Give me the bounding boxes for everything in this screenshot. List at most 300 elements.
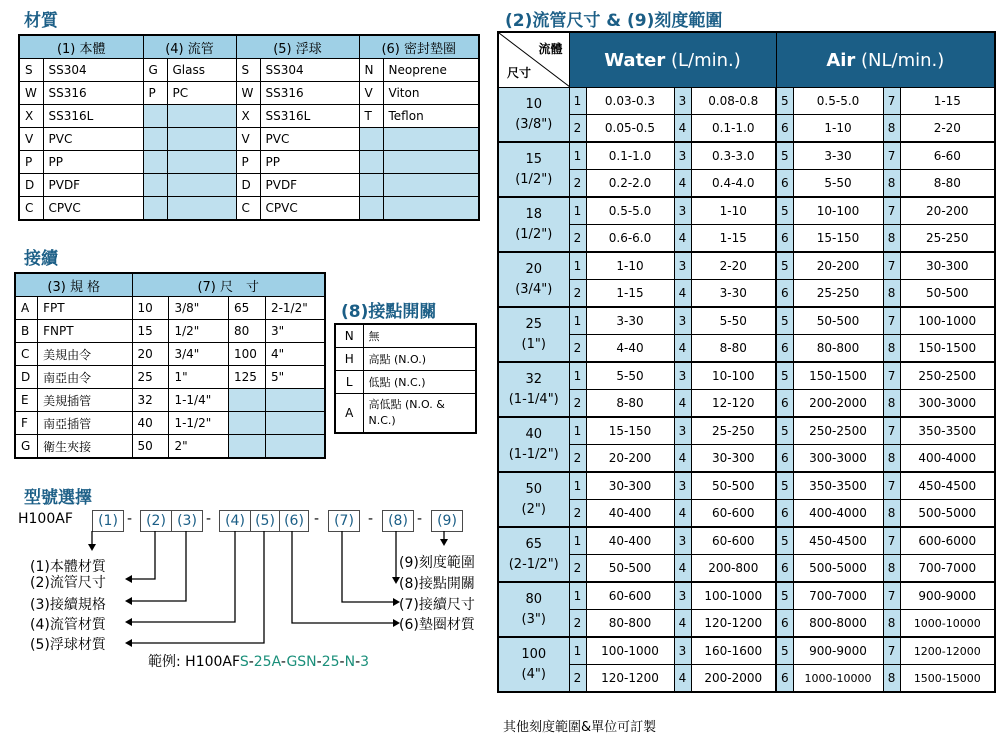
range-index: 7 <box>883 362 900 390</box>
range-row <box>498 197 995 225</box>
model-box: (5) <box>250 510 280 532</box>
switch-code: H <box>335 348 363 371</box>
float-code: P <box>236 151 260 174</box>
range-index: 3 <box>674 252 691 280</box>
model-box: (4) <box>219 510 251 532</box>
range-title: (2)流管尺寸 & (9)刻度範圍 <box>505 11 723 31</box>
range-index: 3 <box>674 582 691 610</box>
size-cell <box>498 362 569 417</box>
range-value: 3-30 <box>691 280 776 308</box>
range-index: 7 <box>883 142 900 170</box>
range-value: 400-4000 <box>900 445 995 473</box>
label-scale-range: (9)刻度範圍 <box>399 555 475 571</box>
label-body-material: (1)本體材質 <box>30 559 106 575</box>
range-value: 120-1200 <box>586 665 674 693</box>
range-index: 8 <box>883 500 900 528</box>
header-tube: (4) 流管 <box>143 35 236 59</box>
range-value: 0.3-3.0 <box>691 142 776 170</box>
body-code: C <box>19 197 43 221</box>
range-value: 6-60 <box>900 142 995 170</box>
corner-cell <box>498 32 569 88</box>
range-index: 6 <box>776 390 793 418</box>
range-value: 15-150 <box>586 417 674 445</box>
tube-code: P <box>143 82 167 105</box>
body-name: PP <box>43 151 143 174</box>
example-part: - <box>339 654 345 670</box>
size-inch: (1/2") <box>515 171 553 187</box>
model-box: (9) <box>431 510 463 532</box>
range-row <box>498 527 995 555</box>
body-name: PVC <box>43 128 143 151</box>
range-value: 250-2500 <box>900 362 995 390</box>
range-row <box>498 280 995 308</box>
size-inch: (1/2") <box>515 226 553 242</box>
switch-desc: 無 <box>363 324 476 348</box>
spec-name: 南亞由令 <box>38 366 132 389</box>
size-inch: 5" <box>265 366 325 389</box>
range-index: 5 <box>776 362 793 390</box>
corner-size: 尺寸 <box>507 66 532 80</box>
range-index: 3 <box>674 472 691 500</box>
size-code: 80 <box>228 320 265 343</box>
spec-name: 美規由令 <box>38 343 132 366</box>
range-value: 5-50 <box>691 307 776 335</box>
range-value: 0.08-0.8 <box>691 88 776 115</box>
range-value: 200-2000 <box>793 390 883 418</box>
size-mm: 25 <box>525 316 543 332</box>
range-row <box>498 142 995 170</box>
example-part: N <box>344 654 356 670</box>
range-index: 3 <box>674 88 691 115</box>
range-value: 30-300 <box>586 472 674 500</box>
range-index: 5 <box>776 472 793 500</box>
label-seal-material: (6)墊圈材質 <box>399 617 475 633</box>
range-value: 700-7000 <box>793 582 883 610</box>
range-value: 300-3000 <box>793 445 883 473</box>
float-name: CPVC <box>260 197 359 221</box>
size-mm: 80 <box>525 591 543 607</box>
range-value: 8-80 <box>691 335 776 363</box>
range-value: 100-1000 <box>691 582 776 610</box>
range-value: 5-50 <box>586 362 674 390</box>
range-value: 1200-12000 <box>900 637 995 665</box>
range-index: 7 <box>883 472 900 500</box>
example-part: - <box>355 654 361 670</box>
size-code: 15 <box>132 320 169 343</box>
example-part: S <box>239 654 249 670</box>
seal-code: V <box>359 82 383 105</box>
range-index: 8 <box>883 225 900 253</box>
footnote: 其他刻度範圍&單位可訂製 <box>503 720 657 735</box>
body-code: D <box>19 174 43 197</box>
range-value: 30-300 <box>900 252 995 280</box>
float-code: C <box>236 197 260 221</box>
range-value: 50-500 <box>900 280 995 308</box>
size-code: 40 <box>132 412 169 435</box>
range-value: 400-4000 <box>793 500 883 528</box>
range-row <box>498 88 995 115</box>
tube-name: PC <box>167 82 236 105</box>
label-switch: (8)接點開關 <box>399 576 475 592</box>
range-value: 40-400 <box>586 500 674 528</box>
range-index: 3 <box>674 142 691 170</box>
example-part: - <box>316 654 322 670</box>
range-index: 8 <box>883 390 900 418</box>
size-inch: 1-1/2" <box>169 412 229 435</box>
range-index: 3 <box>674 362 691 390</box>
body-name: CPVC <box>43 197 143 221</box>
seal-name: Neoprene <box>383 59 479 82</box>
size-mm: 18 <box>525 206 543 222</box>
range-value: 3-30 <box>586 307 674 335</box>
switch-code: N <box>335 324 363 348</box>
size-inch: 3/8" <box>169 297 229 320</box>
size-cell <box>498 637 569 692</box>
body-name: SS316 <box>43 82 143 105</box>
model-title: 型號選擇 <box>24 488 92 508</box>
range-index: 4 <box>674 500 691 528</box>
body-code: W <box>19 82 43 105</box>
range-index: 4 <box>674 115 691 143</box>
range-value: 60-600 <box>586 582 674 610</box>
range-row <box>498 307 995 335</box>
seal-code: N <box>359 59 383 82</box>
example-part: - <box>248 654 254 670</box>
range-index: 2 <box>569 445 586 473</box>
label-float-material: (5)浮球材質 <box>30 637 106 653</box>
range-value: 40-400 <box>586 527 674 555</box>
range-index: 6 <box>776 115 793 143</box>
body-code: V <box>19 128 43 151</box>
model-box: (3) <box>171 510 203 532</box>
range-value: 1-15 <box>900 88 995 115</box>
size-inch: (4") <box>521 666 546 682</box>
range-index: 1 <box>569 637 586 665</box>
size-mm: 65 <box>525 536 543 552</box>
size-inch: (3/4") <box>515 281 553 297</box>
range-value: 20-200 <box>900 197 995 225</box>
size-inch: (3") <box>521 611 546 627</box>
range-index: 2 <box>569 225 586 253</box>
range-index: 1 <box>569 197 586 225</box>
range-value: 200-2000 <box>691 665 776 693</box>
switch-code: L <box>335 371 363 394</box>
range-index: 1 <box>569 472 586 500</box>
model-box: (7) <box>328 510 360 532</box>
range-index: 5 <box>776 637 793 665</box>
switch-desc: 低點 (N.C.) <box>363 371 476 394</box>
range-value: 150-1500 <box>793 362 883 390</box>
example-part: 3 <box>360 654 370 670</box>
size-mm: 20 <box>525 261 543 277</box>
range-value: 100-1000 <box>900 307 995 335</box>
range-index: 1 <box>569 362 586 390</box>
size-mm: 10 <box>525 96 543 112</box>
range-value: 350-3500 <box>900 417 995 445</box>
range-index: 2 <box>569 610 586 638</box>
float-name: PVDF <box>260 174 359 197</box>
range-value: 350-3500 <box>793 472 883 500</box>
model-dash: - <box>206 511 212 527</box>
label-tube-size: (2)流管尺寸 <box>30 575 106 591</box>
range-index: 5 <box>776 582 793 610</box>
range-index: 2 <box>569 170 586 198</box>
range-value: 1000-10000 <box>793 665 883 693</box>
size-code: 50 <box>132 435 169 459</box>
range-row <box>498 115 995 143</box>
model-box: (1) <box>92 510 124 532</box>
range-index: 5 <box>776 527 793 555</box>
range-value: 800-8000 <box>793 610 883 638</box>
spec-code: E <box>15 389 38 412</box>
model-dash: - <box>368 511 374 527</box>
body-name: PVDF <box>43 174 143 197</box>
range-value: 80-800 <box>793 335 883 363</box>
size-inch: 1/2" <box>169 320 229 343</box>
range-value: 60-600 <box>691 500 776 528</box>
size-inch: 2-1/2" <box>265 297 325 320</box>
range-row <box>498 472 995 500</box>
example-part: - <box>280 654 287 670</box>
model-dash: - <box>417 511 423 527</box>
range-value: 900-9000 <box>793 637 883 665</box>
spec-name: 美規插管 <box>38 389 132 412</box>
range-index: 2 <box>569 500 586 528</box>
range-row <box>498 362 995 390</box>
range-index: 4 <box>674 335 691 363</box>
range-row <box>498 555 995 583</box>
range-value: 0.1-1.0 <box>586 142 674 170</box>
range-index: 1 <box>569 142 586 170</box>
model-box: (6) <box>279 510 309 532</box>
range-value: 0.4-4.0 <box>691 170 776 198</box>
size-cell <box>498 307 569 362</box>
size-inch: 2" <box>169 435 229 459</box>
model-box: (2) <box>140 510 172 532</box>
spec-code: D <box>15 366 38 389</box>
range-value: 50-500 <box>793 307 883 335</box>
range-index: 7 <box>883 527 900 555</box>
range-value: 2-20 <box>691 252 776 280</box>
header-size: (7) 尺 寸 <box>132 273 325 297</box>
tube-name: Glass <box>167 59 236 82</box>
range-value: 25-250 <box>691 417 776 445</box>
size-code: 65 <box>228 297 265 320</box>
range-index: 6 <box>776 665 793 693</box>
seal-code: T <box>359 105 383 128</box>
range-row <box>498 252 995 280</box>
range-value: 8-80 <box>900 170 995 198</box>
range-value: 450-4500 <box>793 527 883 555</box>
range-value: 4-40 <box>586 335 674 363</box>
range-index: 5 <box>776 88 793 115</box>
range-table <box>497 31 996 693</box>
float-name: PVC <box>260 128 359 151</box>
range-value: 12-120 <box>691 390 776 418</box>
range-value: 10-100 <box>793 197 883 225</box>
range-index: 4 <box>674 280 691 308</box>
float-code: X <box>236 105 260 128</box>
range-value: 8-80 <box>586 390 674 418</box>
range-value: 80-800 <box>586 610 674 638</box>
example-part: 25 <box>321 654 340 670</box>
example-part: GSN <box>286 654 317 670</box>
range-index: 2 <box>569 335 586 363</box>
range-index: 5 <box>776 307 793 335</box>
size-code: 125 <box>228 366 265 389</box>
float-name: PP <box>260 151 359 174</box>
header-float: (5) 浮球 <box>236 35 359 59</box>
range-row <box>498 582 995 610</box>
range-row <box>498 335 995 363</box>
range-value: 1-10 <box>691 197 776 225</box>
range-index: 8 <box>883 170 900 198</box>
range-index: 8 <box>883 665 900 693</box>
range-index: 4 <box>674 390 691 418</box>
body-code: S <box>19 59 43 82</box>
label-tube-material: (4)流管材質 <box>30 617 106 633</box>
range-value: 120-1200 <box>691 610 776 638</box>
size-inch: 4" <box>265 343 325 366</box>
range-index: 4 <box>674 445 691 473</box>
size-cell <box>498 472 569 527</box>
corner-fluid: 流體 <box>538 42 563 56</box>
example-code <box>148 651 369 671</box>
size-code: 25 <box>132 366 169 389</box>
seal-name: Viton <box>383 82 479 105</box>
size-inch: 1-1/4" <box>169 389 229 412</box>
range-value: 150-1500 <box>900 335 995 363</box>
range-index: 2 <box>569 280 586 308</box>
range-value: 0.5-5.0 <box>586 197 674 225</box>
spec-code: G <box>15 435 38 459</box>
range-index: 5 <box>776 197 793 225</box>
range-index: 3 <box>674 197 691 225</box>
water-header: Water (L/min.) <box>569 32 776 88</box>
header-seal: (6) 密封墊圈 <box>359 35 479 59</box>
range-row <box>498 500 995 528</box>
range-index: 1 <box>569 307 586 335</box>
tube-code: G <box>143 59 167 82</box>
range-value: 15-150 <box>793 225 883 253</box>
range-index: 6 <box>776 225 793 253</box>
range-value: 1-15 <box>586 280 674 308</box>
range-value: 0.6-6.0 <box>586 225 674 253</box>
model-box: (8) <box>382 510 414 532</box>
range-index: 6 <box>776 500 793 528</box>
range-value: 100-1000 <box>586 637 674 665</box>
range-row <box>498 225 995 253</box>
range-index: 8 <box>883 610 900 638</box>
size-mm: 100 <box>521 646 547 662</box>
range-index: 4 <box>674 665 691 693</box>
range-index: 7 <box>883 252 900 280</box>
range-row <box>498 417 995 445</box>
body-code: X <box>19 105 43 128</box>
range-value: 30-300 <box>691 445 776 473</box>
range-index: 7 <box>883 417 900 445</box>
size-mm: 50 <box>525 481 543 497</box>
range-value: 1-10 <box>793 115 883 143</box>
header-spec: (3) 規 格 <box>15 273 132 297</box>
range-row <box>498 610 995 638</box>
body-name: SS304 <box>43 59 143 82</box>
range-index: 6 <box>776 555 793 583</box>
range-row <box>498 637 995 665</box>
size-code: 32 <box>132 389 169 412</box>
range-value: 0.1-1.0 <box>691 115 776 143</box>
spec-code: A <box>15 297 38 320</box>
size-mm: 32 <box>525 371 543 387</box>
label-conn-size: (7)接續尺寸 <box>399 597 475 613</box>
header-body: (1) 本體 <box>19 35 143 59</box>
range-index: 6 <box>776 280 793 308</box>
range-row <box>498 445 995 473</box>
spec-name: 南亞插管 <box>38 412 132 435</box>
size-cell <box>498 197 569 252</box>
range-index: 3 <box>674 637 691 665</box>
range-row <box>498 170 995 198</box>
body-code: P <box>19 151 43 174</box>
size-cell <box>498 88 569 143</box>
range-index: 4 <box>674 555 691 583</box>
range-value: 0.2-2.0 <box>586 170 674 198</box>
label-conn-spec: (3)接續規格 <box>30 597 106 613</box>
range-row <box>498 390 995 418</box>
range-value: 1000-10000 <box>900 610 995 638</box>
materials-title: 材質 <box>24 11 58 31</box>
connection-title: 接續 <box>24 249 58 269</box>
size-cell <box>498 252 569 307</box>
size-inch: 3/4" <box>169 343 229 366</box>
range-value: 1-15 <box>691 225 776 253</box>
range-index: 2 <box>569 115 586 143</box>
size-mm: 15 <box>525 151 543 167</box>
range-value: 25-250 <box>900 225 995 253</box>
size-code: 10 <box>132 297 169 320</box>
example-label: 範例: H100AF <box>148 654 240 670</box>
range-value: 20-200 <box>586 445 674 473</box>
example-part: 25A <box>253 654 281 670</box>
model-prefix: H100AF <box>18 511 73 527</box>
float-code: S <box>236 59 260 82</box>
switch-title: (8)接點開關 <box>341 302 437 322</box>
size-cell <box>498 582 569 637</box>
float-name: SS316 <box>260 82 359 105</box>
range-value: 25-250 <box>793 280 883 308</box>
range-value: 0.05-0.5 <box>586 115 674 143</box>
seal-name: Teflon <box>383 105 479 128</box>
range-index: 5 <box>776 142 793 170</box>
range-index: 1 <box>569 252 586 280</box>
size-cell <box>498 417 569 472</box>
range-index: 6 <box>776 610 793 638</box>
size-mm: 40 <box>525 426 543 442</box>
range-value: 1-10 <box>586 252 674 280</box>
range-value: 10-100 <box>691 362 776 390</box>
range-index: 1 <box>569 88 586 115</box>
range-index: 2 <box>569 555 586 583</box>
size-inch: (2") <box>521 501 546 517</box>
range-value: 250-2500 <box>793 417 883 445</box>
range-value: 2-20 <box>900 115 995 143</box>
range-value: 0.03-0.3 <box>586 88 674 115</box>
size-inch: (1") <box>521 336 546 352</box>
range-index: 4 <box>674 610 691 638</box>
size-inch: (1-1/2") <box>508 446 559 462</box>
float-code: V <box>236 128 260 151</box>
body-name: SS316L <box>43 105 143 128</box>
